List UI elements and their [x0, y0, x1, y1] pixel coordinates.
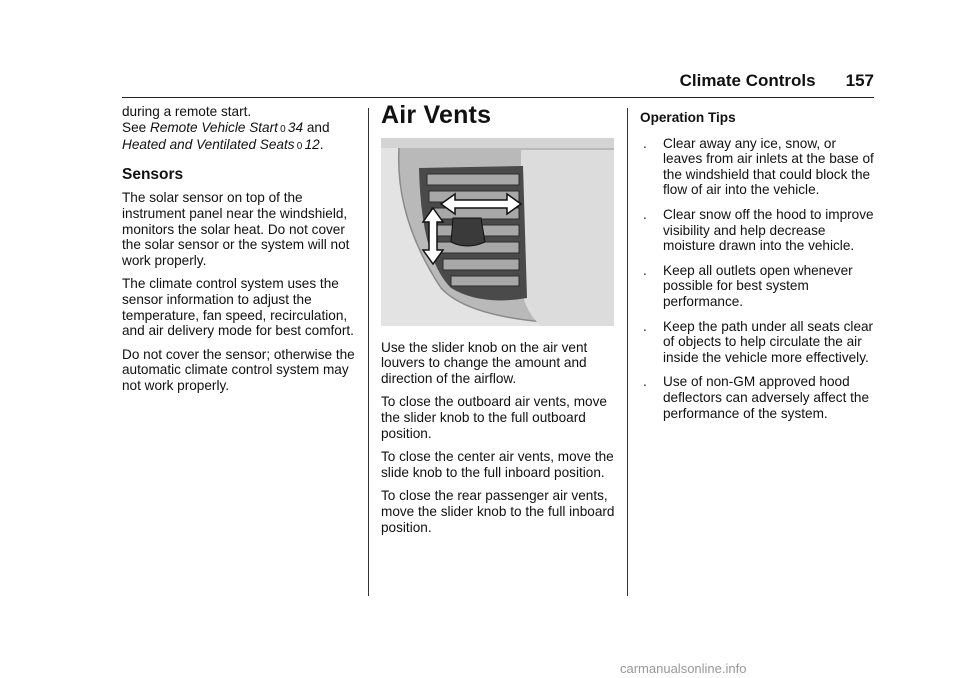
- column-divider: [627, 108, 628, 596]
- paragraph: Do not cover the sensor; otherwise the automatic climate control system may not work properly.: [122, 346, 355, 393]
- bullet: .: [643, 262, 647, 278]
- list-item: [640, 263, 876, 310]
- air-vent-figure: [381, 138, 614, 326]
- page-header: [680, 71, 874, 91]
- bullet: .: [643, 374, 647, 390]
- paragraph: Use the slider knob on the air vent louvers to change the amount and direction of the airflow.: [381, 339, 588, 386]
- list-item: [640, 207, 876, 254]
- paragraph: To close the outboard air vents, move the slider knob to the full outboard position.: [381, 394, 607, 441]
- section-title: Climate Controls: [679, 71, 816, 90]
- watermark: carmanualsonline.info: [620, 661, 747, 676]
- period: .: [319, 137, 324, 153]
- ref-page-34[interactable]: 34: [287, 119, 304, 135]
- tip-text: Keep the path under all seats clear of objects to help circulate the air inside the vehicle more effectively.: [663, 318, 874, 365]
- paragraph: The climate control system uses the sensor information to adjust the temperature, fan speed, recirculation, and air delivery mode for best comfort.: [122, 276, 354, 339]
- column-3: [640, 104, 876, 430]
- see-prefix: See: [122, 119, 150, 135]
- ref-heated-seats[interactable]: Heated and Ventilated Seats: [122, 137, 295, 153]
- paragraph: To close the center air vents, move the slide knob to the full inboard position.: [381, 449, 614, 480]
- sensors-heading: Sensors: [122, 165, 184, 183]
- page-ref-arrow-icon: 0: [296, 141, 303, 153]
- header-rule: [122, 97, 874, 98]
- tip-text: Use of non-GM approved hood deflectors can adversely affect the performance of the system.: [663, 374, 870, 421]
- column-divider: [368, 108, 369, 596]
- paragraph: The solar sensor on top of the instrument panel near the windshield, monitors the solar heat. Do not cover the solar sensor or the system will not work properly.: [122, 190, 350, 268]
- operation-tips-heading: Operation Tips: [640, 110, 736, 125]
- tip-text: Clear snow off the hood to improve visibility and help decrease moisture drawn into the vehicle.: [663, 206, 874, 254]
- bullet: .: [643, 135, 647, 151]
- list-item: [640, 136, 876, 198]
- column-1: [122, 104, 357, 402]
- tip-text: Clear away any ice, snow, or leaves from air inlets at the base of the windshield that could block the flow of air into the vehicle.: [663, 135, 874, 198]
- and-text: and: [303, 119, 330, 135]
- list-item: [640, 374, 876, 421]
- tips-list: [640, 136, 876, 422]
- intro-text: during a remote start.: [122, 104, 252, 119]
- bullet: .: [643, 318, 647, 334]
- list-item: [640, 319, 876, 366]
- paragraph: To close the rear passenger air vents, move the slider knob to the full inboard position.: [381, 488, 615, 535]
- tip-text: Keep all outlets open whenever possible for best system performance.: [663, 262, 853, 309]
- ref-remote-vehicle-start[interactable]: Remote Vehicle Start: [149, 119, 278, 135]
- bullet: .: [643, 206, 647, 222]
- air-vents-heading: Air Vents: [381, 101, 492, 129]
- ref-page-12[interactable]: 12: [304, 137, 320, 153]
- column-2: [381, 101, 616, 543]
- page-ref-arrow-icon: 0: [280, 123, 286, 135]
- page-number: 157: [845, 71, 874, 90]
- see-also: [122, 120, 357, 155]
